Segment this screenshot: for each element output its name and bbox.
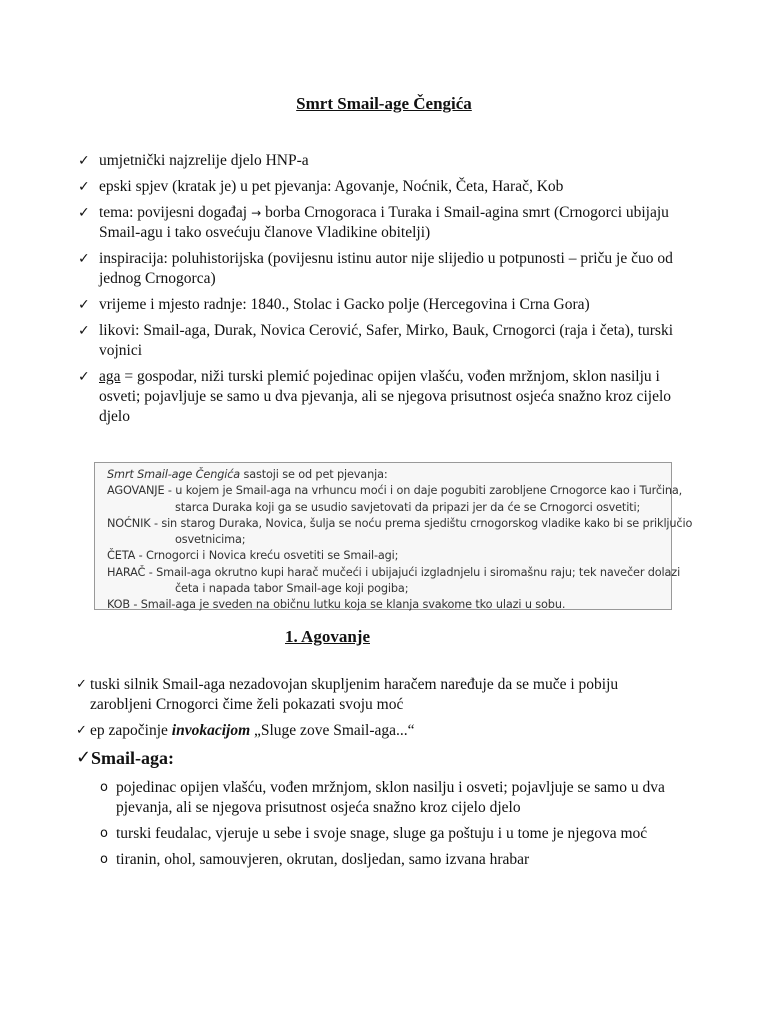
excerpt-line: četa i napada tabor Smail-age koji pogiba; xyxy=(175,582,409,596)
check-icon: ✓ xyxy=(78,153,90,169)
excerpt-intro: Smrt Smail-age Čengića sastoji se od pet pjevanja: xyxy=(107,468,388,481)
list-item: ✓ umjetnički najzrelije djelo HNP-a xyxy=(78,152,309,169)
check-icon: ✓ xyxy=(76,677,87,692)
sub-list-item: o tiranin, ohol, samouvjeren, okrutan, dosljedan, samo izvana hrabar xyxy=(100,851,530,868)
list-item: ✓ epski spjev (kratak je) u pet pjevanja: Agovanje, Noćnik, Četa, Harač, Kob xyxy=(78,178,564,195)
list-item: ✓ tuski silnik Smail-aga nezadovojan skupljenim haračem naređuje da se muče i pobiju zarobljeni Crnogorci čime želi pokazati svoju moć xyxy=(76,676,619,713)
list-item: ✓ likovi: Smail-aga, Durak, Novica Cerović, Safer, Mirko, Bauk, Crnogorci (raja i četa), turski vojnici xyxy=(78,322,674,359)
list-item: ✓ tema: povijesni događaj → borba Crnogoraca i Turaka i Smail-agina smrt (Crnogorci ubijaju Smail-agu i tako osvećuju članove Vladikine obitelji) xyxy=(78,204,669,241)
summary-list xyxy=(78,151,678,433)
list-item: ✓ aga = gospodar, niži turski plemić pojedinac opijen vlašću, vođen mržnjom, sklon nasilju i osveti; pojavljuje se samo u dva pjevanja, ali se njegova prisutnost osjeća snažno kroz cijelo djelo xyxy=(78,368,672,425)
excerpt-line: AGOVANJE - u kojem je Smail-aga na vrhuncu moći i on daje pogubiti zarobljene Crnogorce kao i Turčina, xyxy=(107,484,683,498)
excerpt-line: osvetnicima; xyxy=(175,533,246,547)
check-icon: ✓ xyxy=(76,747,92,768)
check-icon: ✓ xyxy=(76,723,87,738)
circle-bullet-icon: o xyxy=(100,780,108,795)
sub-list-item: o pojedinac opijen vlašću, vođen mržnjom, sklon nasilju i osveti; pojavljuje se samo u dva pjevanja, ali se njegova prisutnost osjeća snažno kroz cijelo djelo xyxy=(100,779,665,816)
excerpt-line: NOĆNIK - sin starog Duraka, Novica, šulja se noću prema sjedištu crnogorskog vladike kako bi se priključio xyxy=(107,516,693,530)
section-heading: 1. Agovanje xyxy=(285,627,370,646)
page-title: Smrt Smail-age Čengića xyxy=(296,94,472,113)
scanned-excerpt-box xyxy=(94,462,693,612)
list-item: ✓ Smail-aga: xyxy=(76,747,174,768)
check-icon: ✓ xyxy=(78,369,90,385)
excerpt-line: ČETA - Crnogorci i Novica kreću osvetiti se Smail-agi; xyxy=(107,549,399,563)
circle-bullet-icon: o xyxy=(100,826,108,841)
list-item: ✓ inspiracija: poluhistorijska (povijesnu istinu autor nije slijedio u potpunosti – priču je čuo od jednog Crnogorca) xyxy=(78,250,673,287)
smail-aga-traits-list xyxy=(100,778,680,876)
agovanje-list xyxy=(76,675,676,775)
list-item: ✓ vrijeme i mjesto radnje: 1840., Stolac i Gacko polje (Hercegovina i Crna Gora) xyxy=(78,296,590,313)
excerpt-line: starca Duraka koji ga se usudio savjetovati da pripazi jer da će se Crnogorci osvetiti; xyxy=(175,500,641,514)
check-icon: ✓ xyxy=(78,323,90,339)
sub-list-item: o turski feudalac, vjeruje u sebe i svoje snage, sluge ga poštuju i u tome je njegova moć xyxy=(100,825,648,842)
arrow-right-icon: → xyxy=(251,206,262,220)
excerpt-line: HARAČ - Smail-aga okrutno kupi harač mučeći i ubijajući izgladnjelu i siromašnu raju; tek navečer dolazi xyxy=(107,565,681,579)
excerpt-line: KOB - Smail-aga je sveden na običnu lutku koja se klanja svakome tko ulazi u sobu. xyxy=(107,598,566,612)
check-icon: ✓ xyxy=(78,297,90,313)
check-icon: ✓ xyxy=(78,251,90,267)
list-item: ✓ ep započinje invokacijom „Sluge zove Smail-aga...“ xyxy=(76,722,415,739)
check-icon: ✓ xyxy=(78,179,90,195)
check-icon: ✓ xyxy=(78,205,90,221)
circle-bullet-icon: o xyxy=(100,852,108,867)
